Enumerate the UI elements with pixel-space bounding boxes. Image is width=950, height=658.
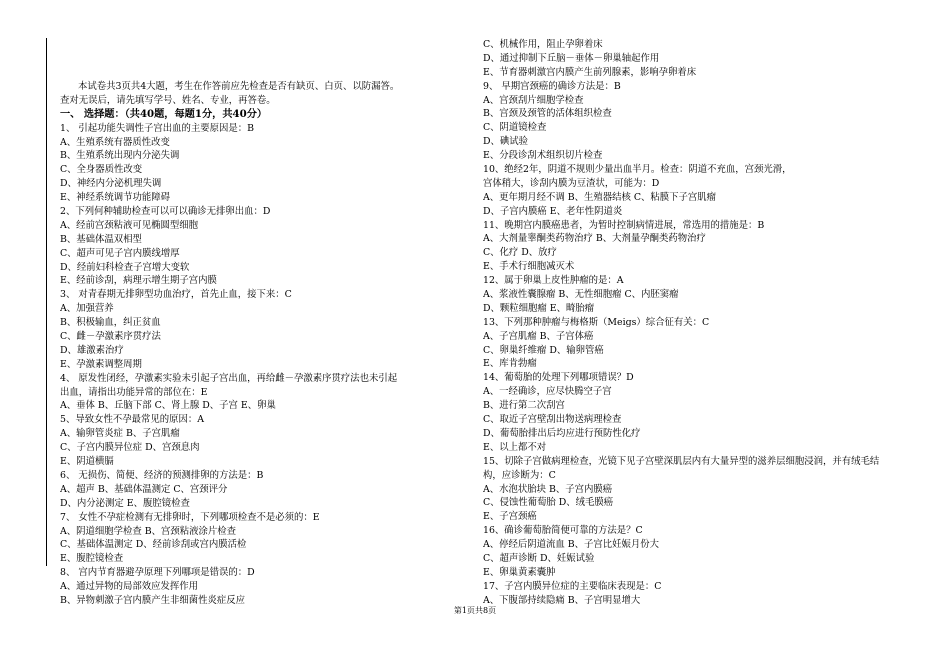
question-line: A、浆液性囊腺瘤 B、无性细胞瘤 C、内胚窦瘤 <box>483 289 679 301</box>
section-heading: 一、 选择题：（共40题，每题1分，共40分） <box>60 107 268 120</box>
question-line: A、停经后阴道流血 B、子宫比妊娠月份大 <box>483 539 660 551</box>
question-line: E、手术行细胞减灭术 <box>483 261 575 273</box>
question-line: A、输卵管炎症 B、子宫肌瘤 <box>60 428 180 440</box>
question-line: 14、葡萄胎的处理下列哪项错误？D <box>483 372 634 384</box>
question-line: A、生殖系统有器质性改变 <box>60 136 170 148</box>
question-line: C、超声诊断 D、妊娠试验 <box>483 552 595 564</box>
question-line: A、加强营养 <box>60 303 114 315</box>
binding-margin-line <box>46 38 47 566</box>
question-line: A、更年期月经不调 B、生殖器结核 C、粘膜下子宫肌瘤 <box>483 191 717 203</box>
exam-instructions-line: 本试卷共3页共4大题，考生在作答前应先检查是否有缺页、白页、以防漏答。 <box>78 81 400 92</box>
question-line: B、宫颈及颈管的活体组织检查 <box>483 108 612 120</box>
question-line: 6、 无损伤、简便、经济的预测排卵的方法是：B <box>60 469 264 481</box>
question-line: B、进行第二次刮宫 <box>483 400 565 412</box>
question-line: B、基础体温双相型 <box>60 233 142 245</box>
question-line: E、阴道横膈 <box>60 456 114 468</box>
question-line: C、阴道镜检查 <box>483 122 547 134</box>
question-line: C、侵蚀性葡萄胎 D、绒毛膜癌 <box>483 497 614 509</box>
page-footer: 第1页共8页 <box>453 606 497 615</box>
question-line: C、子宫内膜异位症 D、宫颈息肉 <box>60 442 200 454</box>
question-line: 9、 早期宫颈癌的确诊方法是：B <box>483 80 621 92</box>
question-line: C、卵巢纤维瘤 D、输卵管癌 <box>483 344 604 356</box>
question-line: 3、 对青春期无排卵型功血治疗，首先止血，接下来：C <box>60 289 292 301</box>
question-line: B、异物刺激子宫内膜产生非细菌性炎症反应 <box>60 594 246 606</box>
left-column <box>60 80 470 608</box>
question-line: A、大剂量睾酮类药物治疗 B、大剂量孕酮类药物治疗 <box>483 233 706 245</box>
question-line: D、葡萄胎排出后均应进行预防性化疗 <box>483 427 641 439</box>
question-line: D、神经内分泌机理失调 <box>60 178 162 190</box>
question-line: E、分段诊刮术组织切片检查 <box>483 150 603 162</box>
question-line: D、子宫内膜癌 E、老年性阴道炎 <box>483 205 623 217</box>
question-line: D、雄激素治疗 <box>60 344 124 356</box>
question-line: 构，应诊断为：C <box>483 469 556 481</box>
question-line: 17、子宫内膜异位症的主要临床表现是：C <box>483 580 662 592</box>
question-line: 16、确诊葡萄胎简便可靠的方法是？C <box>483 525 643 537</box>
question-line: A、垂体 B、丘脑下部 C、肾上腺 D、子宫 E、卵巢 <box>60 400 276 412</box>
exam-instructions-line: 查对无误后，请先填写学号、姓名、专业，再答卷。 <box>60 94 276 106</box>
question-line: C、机械作用，阻止孕卵着床 <box>483 39 603 50</box>
question-line: C、雌－孕激素序贯疗法 <box>60 331 161 343</box>
question-line: E、腹腔镜检查 <box>60 553 124 565</box>
question-line: C、全身器质性改变 <box>60 164 143 176</box>
question-line: D、颗粒细胞瘤 E、畸胎瘤 <box>483 302 595 314</box>
question-line: 1、 引起功能失调性子宫出血的主要原因是：B <box>60 122 254 134</box>
question-line: 5、导致女性不孕最常见的原因：A <box>60 414 204 426</box>
question-line: E、节育器刺激宫内膜产生前列腺素，影响孕卵着床 <box>483 66 697 78</box>
question-line: A、通过异物的局部效应发挥作用 <box>60 581 199 593</box>
question-line: D、通过抑制下丘脑－垂体－卵巢轴起作用 <box>483 52 660 64</box>
question-line: 8、 宫内节育器避孕原理下列哪项是错误的：D <box>60 567 255 579</box>
question-line: A、一经确诊，应尽快腾空子宫 <box>483 386 612 398</box>
question-line: A、宫颈刮片细胞学检查 <box>483 94 584 106</box>
question-line: A、超声 B、基础体温测定 C、宫颈评分 <box>60 483 228 495</box>
question-line: E、子宫颈癌 <box>483 511 537 523</box>
question-line: 12、属于卵巢上皮性肿瘤的是：A <box>483 275 624 287</box>
question-line: A、经前宫颈粘液可见椭圆型细胞 <box>60 219 199 231</box>
question-line: C、化疗 D、放疗 <box>483 247 557 259</box>
question-line: 11、晚期宫内膜癌患者，为暂时控制病情进展，常选用的措施是：B <box>483 219 765 231</box>
question-line: C、基础体温测定 D、经前诊刮或宫内膜活检 <box>60 539 247 551</box>
right-question-list <box>483 38 933 608</box>
question-line: A、水泡状胎块 B、子宫内膜癌 <box>483 483 613 495</box>
question-line: E、以上都不对 <box>483 441 547 453</box>
question-line: E、库肯勃瘤 <box>483 358 537 370</box>
question-line: D、经前妇科检查子宫增大变软 <box>60 261 190 273</box>
question-line: C、取近子宫壁刮出物送病理检查 <box>483 414 622 426</box>
question-line: B、生殖系统出现内分泌失调 <box>60 150 180 162</box>
question-line: D、内分泌测定 E、腹腔镜检查 <box>60 497 190 509</box>
question-line: 4、 原发性闭经，孕激素实验未引起子宫出血，再给雌－孕激素序贯疗法也未引起 <box>60 372 398 384</box>
question-line: 13、下列那种肿瘤与梅格斯（Meigs）综合征有关：C <box>483 316 710 328</box>
question-line: 7、 女性不孕症检测有无排卵时，下列哪项检查不是必须的：E <box>60 511 320 523</box>
right-column <box>483 38 933 608</box>
left-question-list <box>60 122 470 608</box>
question-line: A、阴道细胞学检查 B、宫颈粘液涂片检查 <box>60 525 237 537</box>
question-line: E、孕激素调整周期 <box>60 358 142 370</box>
question-line: 出血，请指出功能异常的部位在：E <box>60 386 208 398</box>
question-line: E、卵巢黄素囊肿 <box>483 566 556 578</box>
question-line: 10、绝经2年，阴道不规则少量出血半月。检查：阴道不充血，宫颈光滑， <box>483 164 792 176</box>
question-line: A、下腹部持续隐痛 B、子宫明显增大 <box>483 594 641 606</box>
question-line: A、子宫肌瘤 B、子宫体癌 <box>483 330 594 342</box>
question-line: D、碘试验 <box>483 136 529 148</box>
question-line: E、神经系统调节功能障碍 <box>60 192 170 204</box>
question-line: C、超声可见子宫内膜线增厚 <box>60 247 180 259</box>
question-line: 宫体稍大，诊刮内膜为豆渣状，可能为：D <box>483 177 660 189</box>
question-line: B、积极输血，纠正贫血 <box>60 317 161 329</box>
question-line: 15、切除子宫做病理检查，光镜下见子宫壁深肌层内有大量异型的滋养层细胞浸润，并有绒毛结 <box>483 455 880 467</box>
question-line: 2、下列何种辅助检查可以可以确诊无排卵出血：D <box>60 206 271 218</box>
question-line: E、经前诊刮，病理示增生期子宫内膜 <box>60 275 217 287</box>
